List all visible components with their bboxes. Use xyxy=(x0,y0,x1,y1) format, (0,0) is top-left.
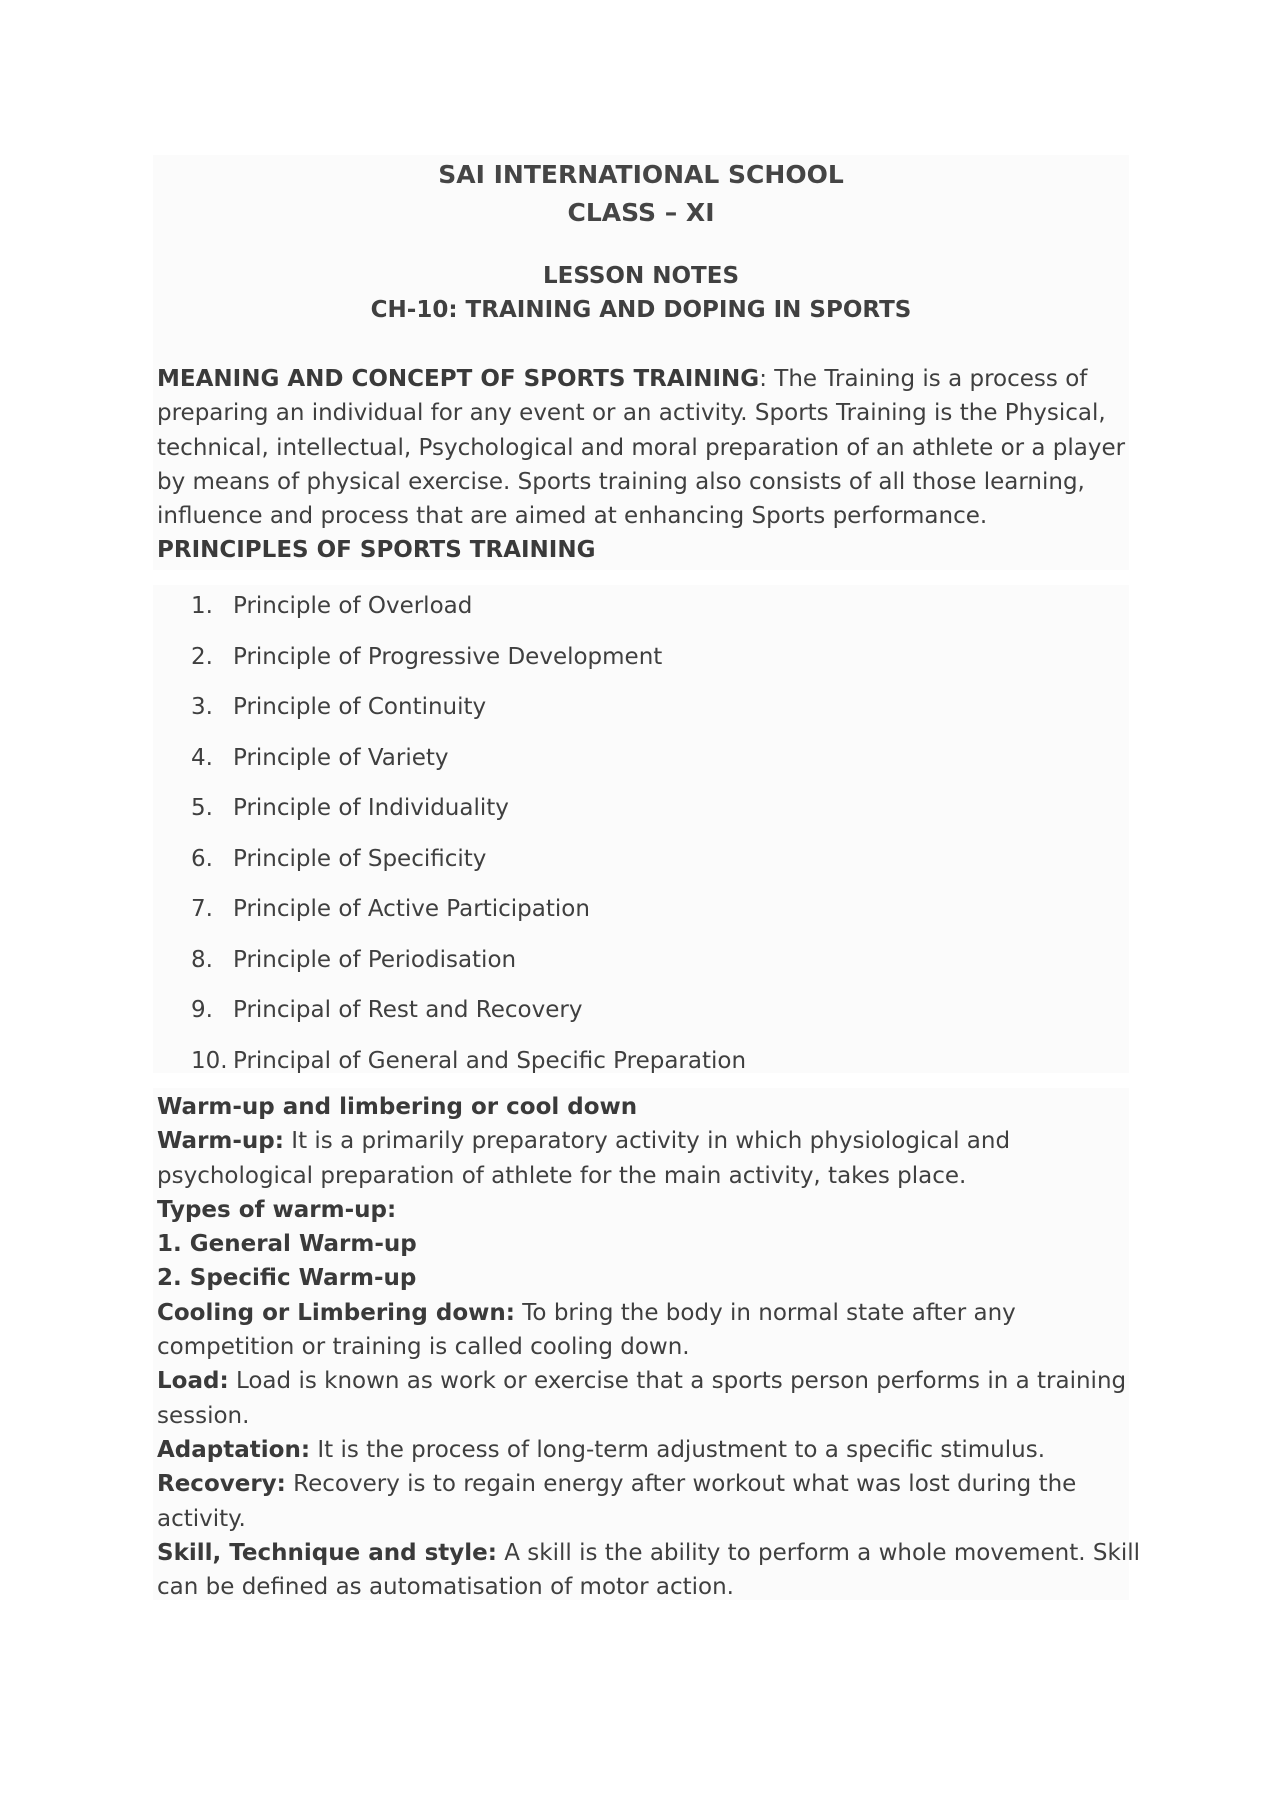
list-item: 6. Principle of Specificity xyxy=(191,845,487,872)
list-item: 10. Principal of General and Specific Preparation xyxy=(191,1047,747,1074)
principles-heading: PRINCIPLES OF SPORTS TRAINING xyxy=(157,537,596,564)
adaptation-line: Adaptation: It is the process of long-term adjustment to a specific stimulus. xyxy=(157,1436,1046,1463)
type-general: 1. General Warm-up xyxy=(157,1231,417,1258)
type-specific: 2. Specific Warm-up xyxy=(157,1265,417,1292)
intro-line-5: influence and process that are aimed at enhancing Sports performance. xyxy=(157,503,988,530)
definitions-section xyxy=(153,1088,1140,1601)
intro-line-3: technical, intellectual, Psychological and moral preparation of an athlete or a player xyxy=(157,434,1126,461)
list-item: 7. Principle of Active Participation xyxy=(191,896,590,922)
cooling-line-1: Cooling or Limbering down: To bring the body in normal state after any xyxy=(157,1299,1016,1326)
intro-line-4: by means of physical exercise. Sports training also consists of all those learning, xyxy=(157,468,1085,495)
skill-line-2: can be defined as automatisation of motor action. xyxy=(157,1574,734,1601)
types-heading: Types of warm-up: xyxy=(157,1196,397,1223)
lesson-notes-title: LESSON NOTES xyxy=(542,263,740,289)
principles-list-section xyxy=(153,585,1129,1073)
list-item: 2. Principle of Progressive Development xyxy=(191,643,663,670)
cooling-line-2: competition or training is called cooling down. xyxy=(157,1334,690,1361)
list-item: 9. Principal of Rest and Recovery xyxy=(191,997,583,1023)
intro-line-2: preparing an individual for any event or an activity. Sports Training is the Physical, xyxy=(157,400,1106,427)
warmup-heading: Warm-up and limbering or cool down xyxy=(157,1094,638,1120)
class-label: CLASS – XI xyxy=(567,198,715,227)
principles-list xyxy=(153,585,1129,1090)
list-item: 5. Principle of Individuality xyxy=(191,795,509,821)
list-item: 8. Principle of Periodisation xyxy=(191,946,517,973)
skill-line-1: Skill, Technique and style: A skill is the ability to perform a whole movement. Skill xyxy=(157,1539,1140,1566)
load-line-2: session. xyxy=(157,1402,250,1429)
recovery-line-1: Recovery: Recovery is to regain energy after workout what was lost during the xyxy=(157,1471,1077,1498)
chapter-title: CH-10: TRAINING AND DOPING IN SPORTS xyxy=(370,297,912,323)
list-item: 3. Principle of Continuity xyxy=(191,694,487,720)
list-item: 1. Principle of Overload xyxy=(191,593,473,619)
warmup-line-2: psychological preparation of athlete for the main activity, takes place. xyxy=(157,1162,967,1189)
school-name: SAI INTERNATIONAL SCHOOL xyxy=(438,160,844,189)
header-section xyxy=(153,155,1129,570)
intro-heading: MEANING AND CONCEPT OF SPORTS TRAINING xyxy=(157,366,760,392)
recovery-line-2: activity. xyxy=(157,1505,246,1532)
list-item: 4. Principle of Variety xyxy=(191,744,449,771)
intro-line-1: MEANING AND CONCEPT OF SPORTS TRAINING: The Training is a process of xyxy=(157,366,1088,392)
load-line-1: Load: Load is known as work or exercise that a sports person performs in a training xyxy=(157,1368,1127,1395)
warmup-line-1: Warm-up: It is a primarily preparatory activity in which physiological and xyxy=(157,1128,1011,1155)
